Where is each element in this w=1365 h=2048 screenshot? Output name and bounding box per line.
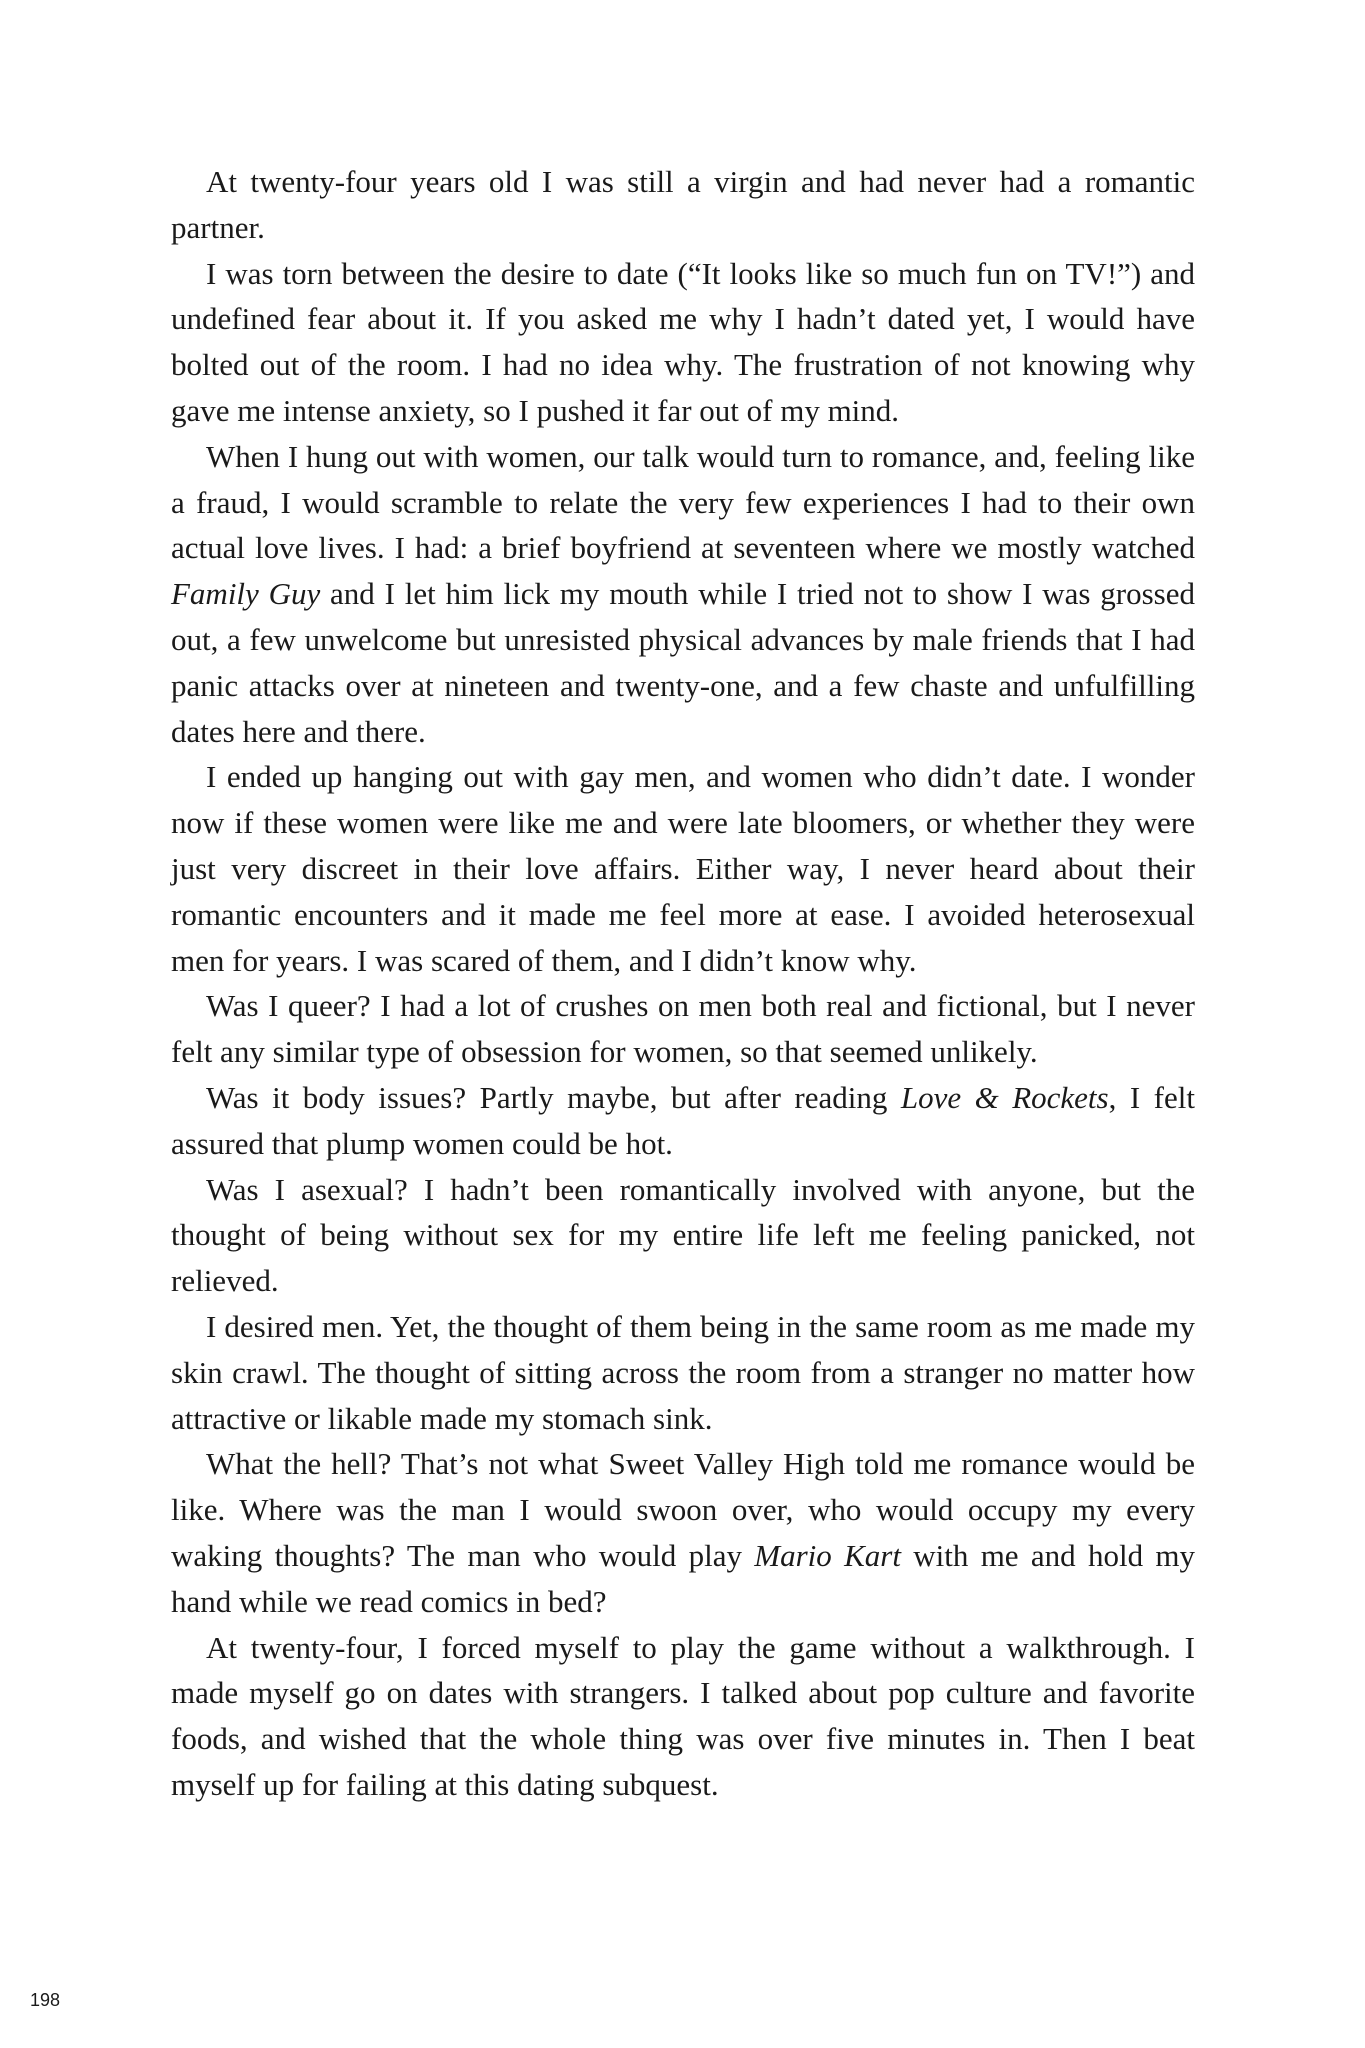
text-run: At twenty-four years old I was still a virgin and had never had a romantic partner. — [171, 164, 1195, 245]
text-run: Was it body issues? Partly maybe, but after reading — [206, 1079, 901, 1115]
text-run: Was I queer? I had a lot of crushes on men both real and fictional, but I never felt any similar type of obsession for women, so that seemed unlikely. — [171, 988, 1195, 1070]
paragraph — [171, 1625, 1195, 1808]
paragraph — [171, 1441, 1195, 1624]
italic-title: Love & Rockets — [900, 1079, 1109, 1115]
paragraph — [171, 754, 1195, 983]
text-run: Was I asexual? I hadn’t been romantically involved with anyone, but the thought of being without sex for my entire life left me feeling panicked, not relieved. — [171, 1171, 1195, 1299]
paragraph — [171, 1075, 1195, 1167]
text-run: At twenty-four, I forced myself to play the game without a walkthrough. I made myself go on dates with strangers. I talked about pop culture and favorite foods, and wished that the whole thing was over five minutes in. Then I beat myself up for failing at this dating subquest. — [171, 1629, 1195, 1802]
italic-title: Mario Kart — [754, 1537, 901, 1573]
paragraph — [171, 159, 1195, 251]
paragraph — [171, 251, 1195, 434]
paragraph — [171, 1167, 1195, 1304]
body-text — [171, 159, 1195, 1808]
text-run: , I felt assured that plump women could be hot. — [171, 1079, 1195, 1161]
page-number: 198 — [30, 1990, 61, 2010]
paragraph — [171, 983, 1195, 1075]
text-run: I desired men. Yet, the thought of them being in the same room as me made my skin crawl. The thought of sitting across the room from a stranger no matter how attractive or likable made my stomach sink. — [171, 1308, 1195, 1436]
text-run: I was torn between the desire to date (“It looks like so much fun on TV!”) and undefined fear about it. If you asked me why I hadn’t dated yet, I would have bolted out of the room. I had no idea why. The frustration of not knowing why gave me intense anxiety, so I pushed it far out of my mind. — [171, 255, 1195, 428]
text-run: with me and hold my hand while we read comics in bed? — [171, 1537, 1195, 1619]
text-run: What the hell? That’s not what Sweet Valley High told me romance would be like. Where was the man I would swoon over, who would occupy my every waking thoughts? The man who would play — [171, 1446, 1195, 1573]
paragraph — [171, 434, 1195, 755]
text-run: and I let him lick my mouth while I tried not to show I was grossed out, a few unwelcome but unresisted physical advances by male friends that I had panic attacks over at nineteen and twenty-one, and a few chaste and unfulfilling dates here and there. — [171, 576, 1195, 749]
paragraph — [171, 1304, 1195, 1441]
text-run: I ended up hanging out with gay men, and women who didn’t date. I wonder now if these women were like me and were late bloomers, or whether they were just very discreet in their love affairs. Either way, I never heard about their romantic encounters and it made me feel more at ease. I avoided heterosexual men for years. I was scared of them, and I didn’t know why. — [171, 759, 1195, 978]
text-run: When I hung out with women, our talk would turn to romance, and, feeling like a fraud, I would scramble to relate the very few experiences I had to their own actual love lives. I had: a brief boyfriend at seventeen where we mostly watched — [171, 438, 1195, 566]
italic-title: Family Guy — [171, 576, 321, 612]
